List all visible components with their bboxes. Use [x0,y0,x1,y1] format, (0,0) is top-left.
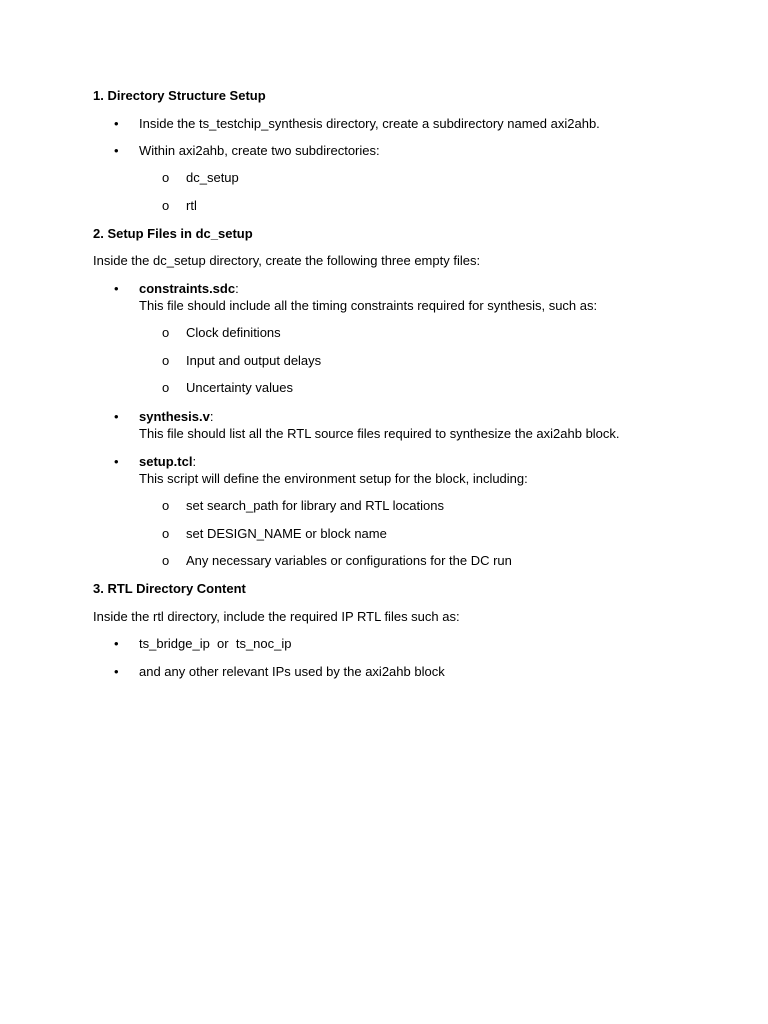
file-name: constraints.sdc [139,281,236,296]
bullet-glyph: • [114,664,119,679]
sub-list-item: set DESIGN_NAME or block name [186,526,387,541]
section-3-intro: Inside the rtl directory, include the required IP RTL files such as: [93,609,460,624]
sub-list-item: Clock definitions [186,325,281,340]
sub-bullet-glyph: o [162,526,170,541]
bullet-glyph: • [114,409,119,424]
sub-bullet-glyph: o [162,325,170,340]
sub-bullet-glyph: o [162,198,170,213]
file-colon: : [235,281,239,296]
bullet-glyph: • [114,143,119,158]
sub-list-item: Any necessary variables or configurations for the DC run [186,553,512,568]
sub-list-item: set search_path for library and RTL locations [186,498,444,513]
file-name: setup.tcl [139,454,193,469]
file-description: This script will define the environment setup for the block, including: [139,471,528,486]
section-3-heading: 3. RTL Directory Content [93,581,246,596]
sub-bullet-glyph: o [162,380,170,395]
list-item: Within axi2ahb, create two subdirectories: [139,143,380,158]
file-entry-setup [139,453,196,470]
bullet-glyph: • [114,636,119,651]
file-description: This file should list all the RTL source files required to synthesize the axi2ahb block. [139,426,620,441]
file-entry-synthesis [139,408,213,425]
bullet-glyph: • [114,281,119,296]
file-entry-constraints [139,280,239,297]
sub-list-item: rtl [186,198,197,213]
bullet-glyph: • [114,116,119,131]
list-item: and any other relevant IPs used by the axi2ahb block [139,664,445,679]
sub-bullet-glyph: o [162,553,170,568]
sub-bullet-glyph: o [162,498,170,513]
bullet-glyph: • [114,454,119,469]
list-item: ts_bridge_ip or ts_noc_ip [139,636,292,651]
file-colon: : [209,409,214,424]
file-description: This file should include all the timing constraints required for synthesis, such as: [139,298,598,313]
file-colon: : [192,454,197,469]
sub-bullet-glyph: o [162,353,170,368]
section-2-heading: 2. Setup Files in dc_setup [93,226,253,241]
list-item: Inside the ts_testchip_synthesis directory, create a subdirectory named axi2ahb. [139,116,600,131]
sub-bullet-glyph: o [162,170,170,185]
file-name: synthesis.v [139,409,210,424]
sub-list-item: Uncertainty values [186,380,293,395]
section-2-intro: Inside the dc_setup directory, create the following three empty files: [93,253,481,268]
sub-list-item: Input and output delays [186,353,322,368]
sub-list-item: dc_setup [186,170,239,185]
section-1-heading: 1. Directory Structure Setup [93,88,266,103]
